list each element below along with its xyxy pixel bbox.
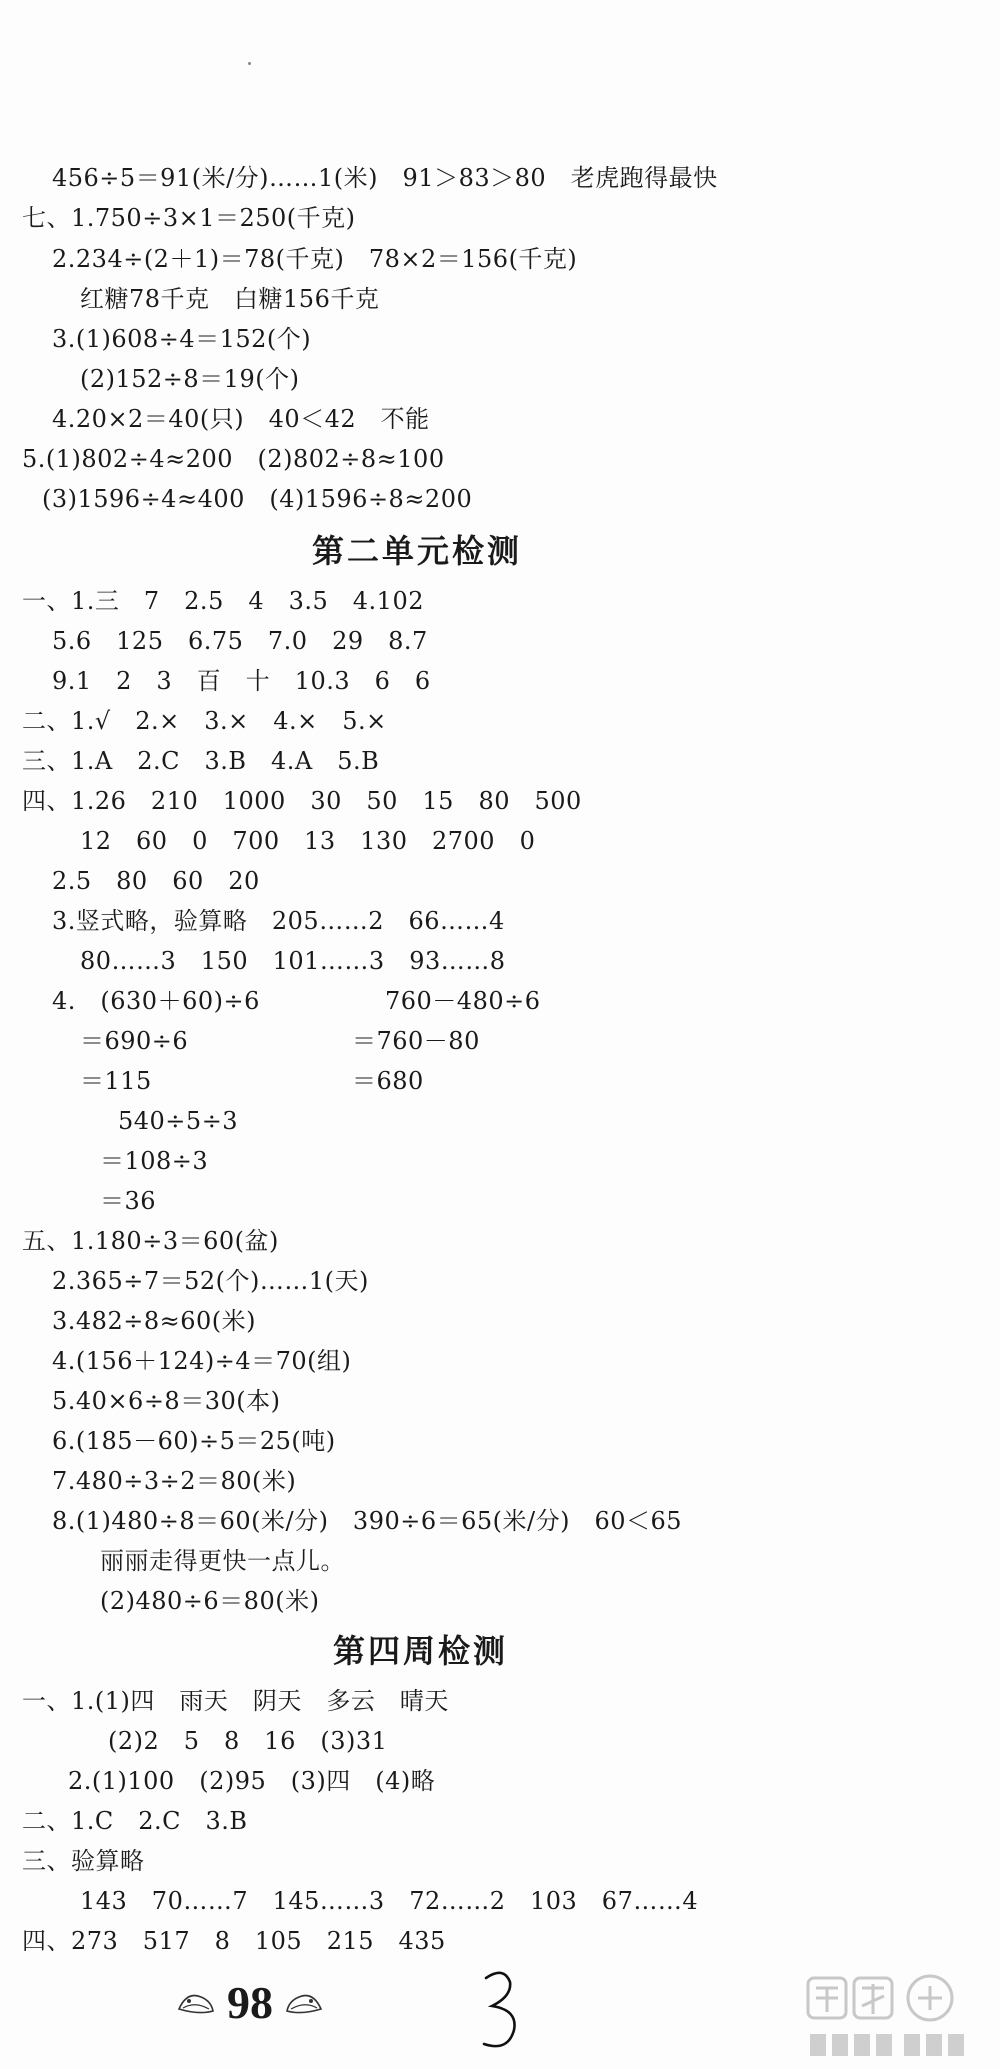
- answer-line: 4.(156＋124)÷4＝70(组): [52, 1347, 352, 1375]
- answer-line: (3)1596÷4≈400 (4)1596÷8≈200: [42, 485, 473, 513]
- answer-line: 540÷5÷3: [118, 1107, 239, 1135]
- answer-line: 3.482÷8≈60(米): [52, 1307, 256, 1335]
- leaf-ornament-icon: [175, 1987, 217, 2017]
- answer-line: 5.40×6÷8＝30(本): [52, 1387, 281, 1415]
- answer-line: 四、1.26 210 1000 30 50 15 80 500: [22, 787, 582, 815]
- answer-line: 2.(1)100 (2)95 (3)四 (4)略: [68, 1767, 436, 1795]
- answer-line: 760－480÷6: [385, 987, 541, 1015]
- answer-line: 7.480÷3÷2＝80(米): [52, 1467, 297, 1495]
- answer-line: 2.365÷7＝52(个)……1(天): [52, 1267, 369, 1295]
- leaf-ornament-icon: [283, 1987, 325, 2017]
- watermark-logo: [800, 1970, 990, 2065]
- answer-line: 四、273 517 8 105 215 435: [22, 1927, 446, 1955]
- answer-line: 2.5 80 60 20: [52, 867, 260, 895]
- section-heading: 第二单元检测: [312, 532, 523, 570]
- answer-line: 5.(1)802÷4≈200 (2)802÷8≈100: [22, 445, 445, 473]
- answer-line: 4.20×2＝40(只) 40＜42 不能: [52, 405, 430, 433]
- answer-line: ＝760－80: [352, 1027, 480, 1055]
- answer-line: (2)2 5 8 16 (3)31: [108, 1727, 388, 1755]
- answer-line: 8.(1)480÷8＝60(米/分) 390÷6＝65(米/分) 60＜65: [52, 1507, 683, 1535]
- answer-line: ＝115: [80, 1067, 152, 1095]
- answer-line: 三、验算略: [22, 1847, 145, 1875]
- answer-line: 3.(1)608÷4＝152(个): [52, 325, 312, 353]
- answer-line: 80……3 150 101……3 93……8: [80, 947, 506, 975]
- answer-line: ＝36: [100, 1187, 157, 1215]
- answer-line: 一、1.三 7 2.5 4 3.5 4.102: [22, 587, 424, 615]
- answer-line: ＝680: [352, 1067, 424, 1095]
- answer-line: 七、1.750÷3×1＝250(千克): [22, 204, 356, 232]
- answer-line: 丽丽走得更快一点儿。: [100, 1547, 345, 1575]
- answer-line: 6.(185－60)÷5＝25(吨): [52, 1427, 336, 1455]
- answer-line: 二、1.C 2.C 3.B: [22, 1807, 248, 1835]
- answer-line: 143 70……7 145……3 72……2 103 67……4: [80, 1887, 699, 1915]
- answer-line: 二、1.√ 2.× 3.× 4.× 5.×: [22, 707, 387, 735]
- page-number: 98: [227, 1976, 273, 2028]
- answer-line: 12 60 0 700 13 130 2700 0: [80, 827, 536, 855]
- answer-line: ＝690÷6: [80, 1027, 189, 1055]
- answer-line: 4. (630＋60)÷6: [52, 987, 260, 1015]
- speck: [248, 62, 251, 65]
- answer-line: 9.1 2 3 百 十 10.3 6 6: [52, 667, 431, 695]
- answer-line: 5.6 125 6.75 7.0 29 8.7: [52, 627, 428, 655]
- answer-line: 五、1.180÷3＝60(盆): [22, 1227, 279, 1255]
- answer-line: 3.竖式略，验算略 205……2 66……4: [52, 907, 505, 935]
- page-number-block: [150, 1970, 350, 2034]
- answer-line: 三、1.A 2.C 3.B 4.A 5.B: [22, 747, 380, 775]
- answer-line: (2)152÷8＝19(个): [80, 365, 300, 393]
- answer-line: ＝108÷3: [100, 1147, 209, 1175]
- handwritten-three-mark: [478, 1968, 522, 2052]
- answer-line: 一、1.(1)四 雨天 阴天 多云 晴天: [22, 1687, 449, 1715]
- section-heading: 第四周检测: [333, 1632, 509, 1670]
- answer-line: 456÷5＝91(米/分)……1(米) 91＞83＞80 老虎跑得最快: [52, 164, 718, 192]
- answer-line: (2)480÷6＝80(米): [100, 1587, 320, 1615]
- answer-line: 2.234÷(2＋1)＝78(千克) 78×2＝156(千克): [52, 245, 578, 273]
- answer-line: 红糖78千克 白糖156千克: [80, 285, 380, 313]
